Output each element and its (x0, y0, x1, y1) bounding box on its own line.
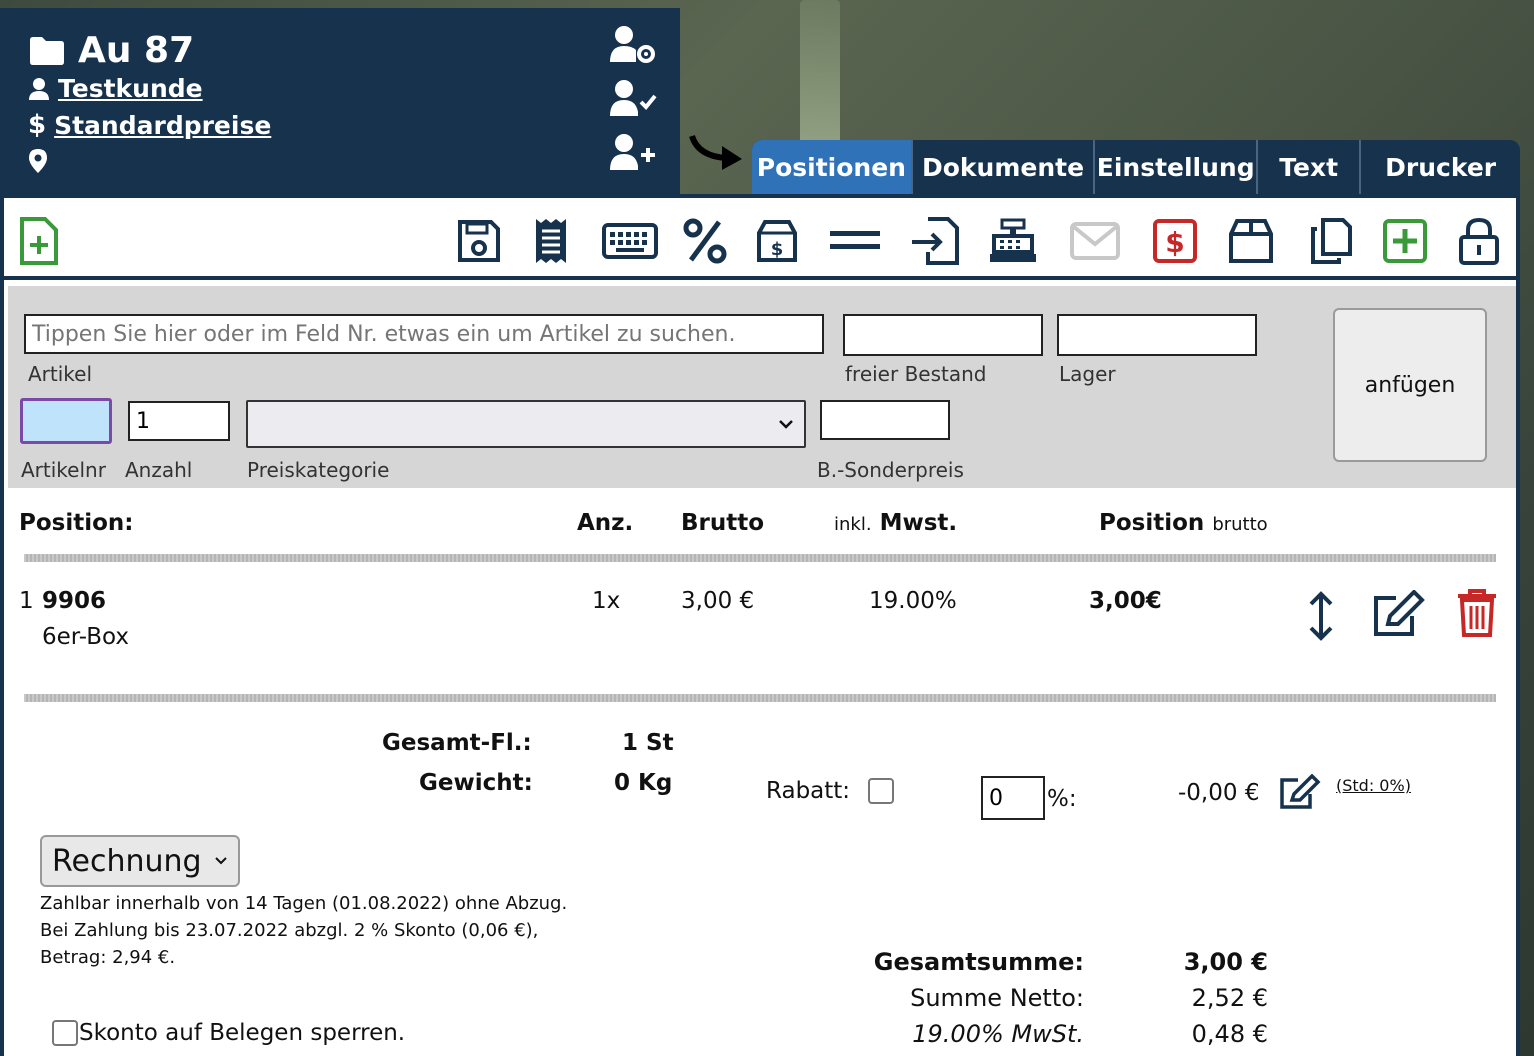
svg-text:$: $ (770, 239, 784, 260)
customer-link[interactable]: Testkunde (58, 74, 203, 103)
total-items-value: 1 St (622, 730, 674, 756)
quantity-label: Anzahl (125, 458, 193, 482)
edit-discount-icon[interactable] (1278, 774, 1322, 810)
row-qty: 1x (592, 588, 621, 614)
tab-dokumente[interactable]: Dokumente (913, 140, 1096, 194)
toolbar (4, 198, 1516, 280)
col-header-qty: Anz. (577, 510, 634, 536)
payment-icon[interactable] (1150, 216, 1200, 266)
net-total-label: Summe Netto: (910, 984, 1084, 1012)
box-icon[interactable] (1226, 216, 1276, 266)
cash-box-icon[interactable] (752, 216, 802, 266)
import-icon[interactable] (910, 216, 960, 266)
copy-icon[interactable] (1306, 216, 1356, 266)
reorder-arrows-icon[interactable] (1306, 590, 1336, 642)
vat-total-label: 19.00% MwSt. (912, 1020, 1084, 1048)
tab-bar (752, 140, 1520, 194)
discount-percent-input[interactable] (981, 776, 1045, 820)
col-header-gross: Brutto (681, 510, 765, 536)
tab-positionen[interactable]: Positionen (752, 140, 913, 194)
row-article-number: 9906 (42, 588, 107, 614)
discount-amount: -0,00 € (1178, 780, 1260, 806)
price-category-select[interactable] (246, 400, 806, 448)
tab-einstellung[interactable]: Einstellung (1095, 140, 1258, 194)
mail-icon[interactable] (1070, 216, 1120, 266)
keyboard-icon[interactable] (601, 216, 659, 266)
pos-total-text: Position (1099, 510, 1205, 536)
skonto-lock-label: Skonto auf Belegen sperren. (79, 1020, 406, 1046)
row-vat: 19.00% (869, 588, 957, 614)
save-icon[interactable] (454, 216, 504, 266)
total-items-label: Gesamt-Fl.: (382, 730, 532, 756)
tab-text[interactable]: Text (1258, 140, 1361, 194)
svg-text:$: $ (1165, 226, 1185, 259)
weight-label: Gewicht: (419, 770, 533, 796)
chevron-down-icon (778, 418, 794, 430)
dollar-icon: $ (28, 110, 47, 140)
article-search-input[interactable] (24, 314, 824, 354)
edit-icon[interactable] (1370, 590, 1426, 638)
row-article-name: 6er-Box (42, 624, 130, 650)
net-total-value: 2,52 € (1191, 984, 1268, 1012)
location-line[interactable] (28, 148, 48, 174)
chevron-down-icon (214, 855, 228, 867)
row-index: 1 (19, 588, 34, 614)
article-label: Artikel (28, 362, 93, 386)
new-document-icon[interactable] (14, 216, 64, 266)
special-price-label: B.-Sonderpreis (817, 458, 964, 482)
vat-header-text: Mwst. (879, 510, 958, 536)
order-header (0, 8, 680, 194)
article-number-input[interactable] (20, 398, 112, 444)
terms-line-2: Bei Zahlung bis 23.07.2022 abzgl. 2 % Skonto (0,06 €), (40, 920, 539, 941)
discount-standard (1336, 776, 1411, 795)
stock-label: freier Bestand (845, 362, 987, 386)
col-header-vat (834, 510, 957, 536)
row-total: 3,00€ (1089, 588, 1162, 614)
stock-field[interactable] (843, 314, 1043, 356)
divider (24, 694, 1496, 702)
skonto-lock-checkbox[interactable] (52, 1020, 78, 1046)
discount-checkbox[interactable] (868, 778, 894, 804)
divider (24, 554, 1496, 562)
equals-icon[interactable] (830, 216, 880, 266)
user-icon (28, 77, 50, 101)
curved-arrow-icon (688, 132, 746, 172)
order-title: Au 87 (78, 30, 195, 71)
customer-line[interactable] (28, 74, 203, 103)
user-plus-icon[interactable] (608, 132, 658, 172)
special-price-input[interactable] (820, 400, 950, 440)
page-title (28, 30, 194, 71)
storage-field[interactable] (1057, 314, 1257, 356)
col-header-pos-total (1099, 510, 1268, 536)
background-image (800, 0, 840, 150)
lock-icon[interactable] (1454, 216, 1504, 266)
discount-percent-label: %: (1047, 786, 1077, 812)
document-type-value: Rechnung (52, 843, 202, 879)
user-check-icon[interactable] (608, 78, 658, 118)
folder-icon (28, 36, 66, 66)
pos-total-suffix: brutto (1212, 514, 1268, 535)
discount-label: Rabatt: (766, 778, 851, 804)
pricelist-line[interactable] (28, 110, 271, 140)
delete-icon[interactable] (1456, 588, 1498, 638)
map-marker-icon[interactable] (28, 148, 48, 174)
grand-total-label: Gesamtsumme: (873, 948, 1084, 976)
price-category-label: Preiskategorie (247, 458, 390, 482)
article-form (8, 286, 1516, 488)
storage-label: Lager (1059, 362, 1116, 386)
percent-icon[interactable] (680, 216, 730, 266)
weight-value: 0 Kg (614, 770, 673, 796)
col-header-position: Position: (19, 510, 134, 536)
add-position-icon[interactable] (1380, 216, 1430, 266)
grand-total-value: 3,00 € (1183, 948, 1268, 976)
discount-standard-text[interactable]: (Std: 0%) (1336, 776, 1411, 795)
pricelist-link[interactable]: Standardpreise (54, 110, 272, 140)
terms-line-1: Zahlbar innerhalb von 14 Tagen (01.08.2022) ohne Abzug. (40, 893, 568, 914)
terms-line-3: Betrag: 2,94 €. (40, 947, 176, 968)
row-gross: 3,00 € (681, 588, 755, 614)
vat-total-value: 0,48 € (1191, 1020, 1268, 1048)
cash-register-icon[interactable] (988, 216, 1038, 266)
article-number-label: Artikelnr (21, 458, 106, 482)
user-settings-icon[interactable] (608, 24, 658, 64)
main-panel (0, 194, 1520, 1056)
receipt-icon[interactable] (526, 216, 576, 266)
vat-prefix: inkl. (834, 514, 872, 535)
payment-terms (40, 890, 567, 971)
quantity-input[interactable] (128, 401, 230, 441)
add-button[interactable]: anfügen (1333, 308, 1487, 462)
tab-drucker[interactable]: Drucker (1385, 152, 1497, 182)
document-type-select[interactable] (40, 835, 240, 887)
